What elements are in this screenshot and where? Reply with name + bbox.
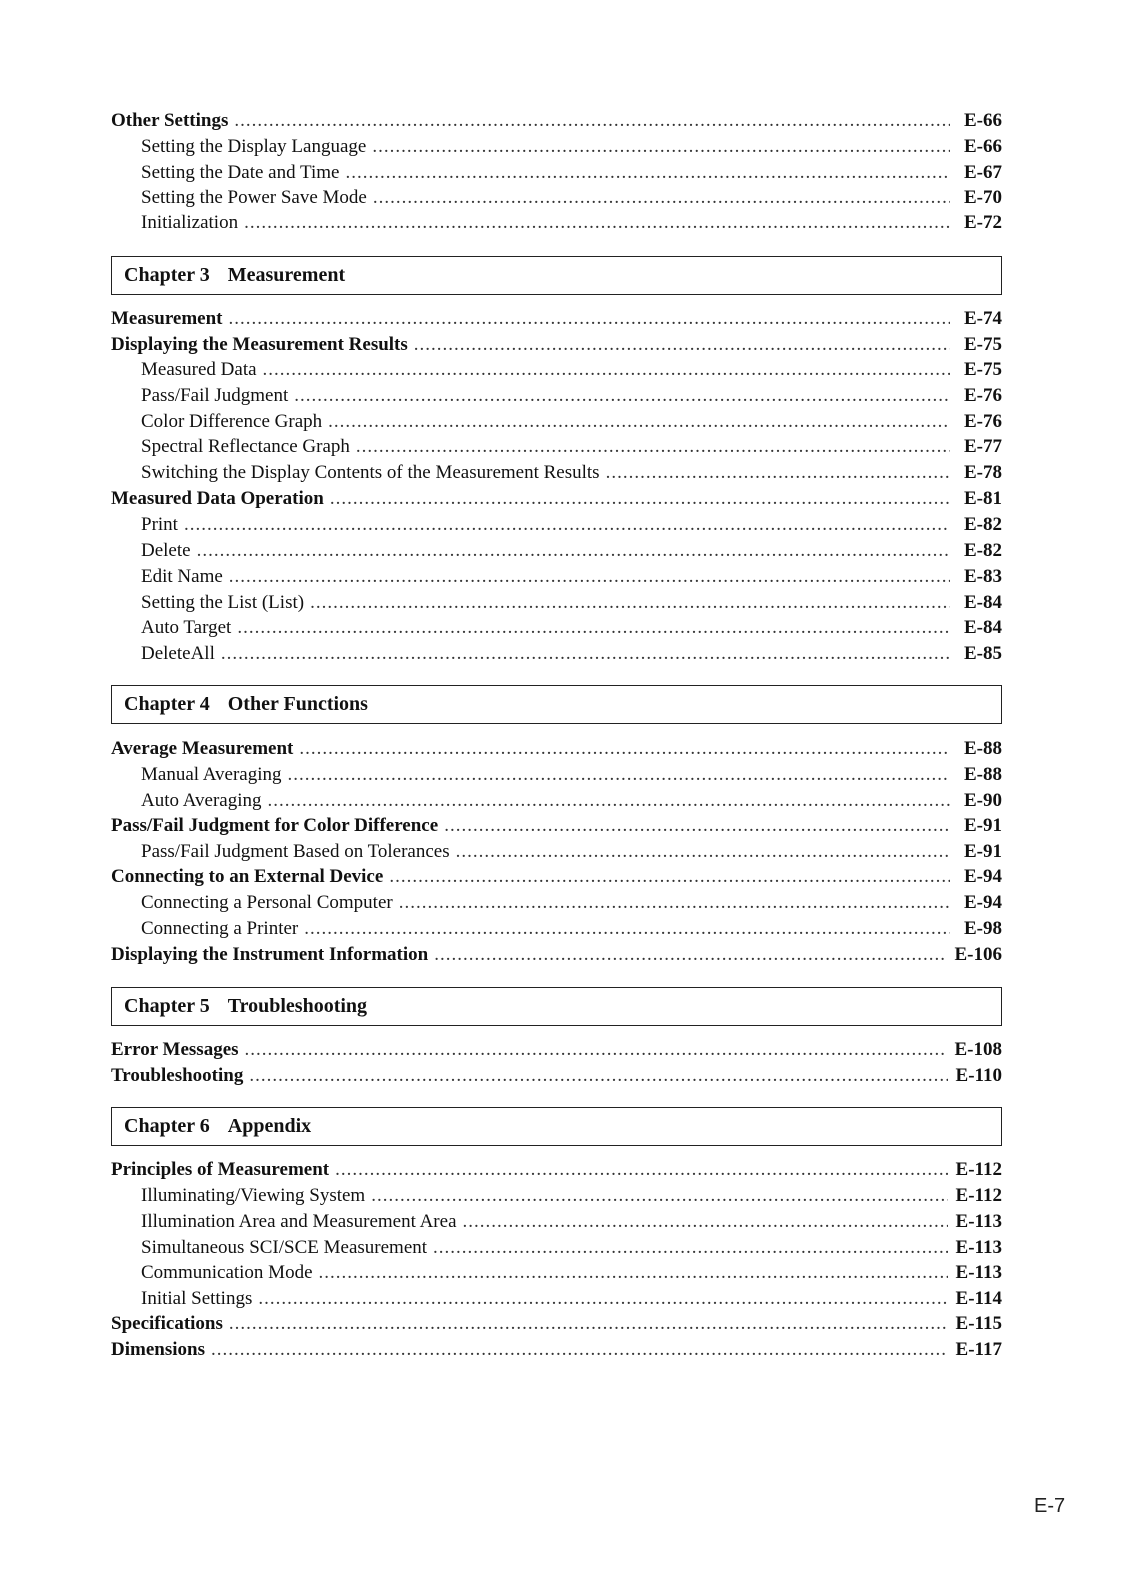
dot-leader: [288, 764, 950, 786]
dot-leader: [356, 436, 950, 458]
dot-leader: [463, 1211, 948, 1233]
dot-leader: [268, 790, 951, 812]
dot-leader: [234, 110, 950, 132]
toc-entry-page: E-78: [964, 462, 1002, 483]
dot-leader: [371, 1185, 947, 1207]
toc-entry-pass-fail-color-difference[interactable]: [111, 813, 1002, 837]
toc-entry-label: Color Difference Graph: [141, 411, 323, 432]
toc-entry-dimensions[interactable]: [111, 1337, 1002, 1361]
toc-entry-label: Pass/Fail Judgment: [141, 385, 289, 406]
dot-leader: [345, 162, 950, 184]
chapter-title: Measurement: [227, 264, 346, 286]
toc-entry-label: Error Messages: [111, 1039, 239, 1060]
toc-entry-page: E-113: [955, 1262, 1002, 1283]
toc-entry-label: Connecting to an External Device: [111, 866, 384, 887]
toc-entry-label: Setting the Date and Time: [141, 162, 340, 183]
toc-entry-label: Displaying the Instrument Information: [111, 944, 429, 965]
toc-entry-pass-fail-judgment[interactable]: [111, 383, 1002, 407]
toc-entry-troubleshooting[interactable]: [111, 1063, 1002, 1087]
toc-entry-page: E-110: [955, 1065, 1002, 1086]
toc-entry-pass-fail-tolerances[interactable]: [111, 839, 1002, 863]
toc-entry-principles-measurement[interactable]: [111, 1157, 1002, 1181]
toc-entry-page: E-106: [954, 944, 1002, 965]
toc-entry-label: Spectral Reflectance Graph: [141, 436, 350, 457]
dot-leader: [330, 488, 950, 510]
toc-entry-label: Setting the List (List): [141, 592, 305, 613]
toc-entry-other-settings[interactable]: [111, 108, 1002, 132]
toc-entry-illumination-area[interactable]: [111, 1209, 1002, 1233]
dot-leader: [606, 462, 950, 484]
toc-entry-page: E-117: [955, 1339, 1002, 1360]
toc-entry-label: Communication Mode: [141, 1262, 313, 1283]
dot-leader: [299, 738, 950, 760]
toc-entry-page: E-113: [955, 1211, 1002, 1232]
toc-entry-page: E-77: [964, 436, 1002, 457]
toc-entry-page: E-85: [964, 643, 1002, 664]
dot-leader: [414, 334, 950, 356]
toc-entry-page: E-98: [964, 918, 1002, 939]
dot-leader: [328, 411, 950, 433]
toc-entry-setting-date-time[interactable]: [111, 160, 1002, 184]
toc-entry-manual-averaging[interactable]: [111, 762, 1002, 786]
dot-leader: [294, 385, 950, 407]
toc-entry-label: Initial Settings: [141, 1288, 253, 1309]
toc-entry-auto-averaging[interactable]: [111, 788, 1002, 812]
toc-entry-page: E-84: [964, 617, 1002, 638]
toc-entry-connecting-printer[interactable]: [111, 916, 1002, 940]
toc-entry-measurement[interactable]: [111, 306, 1002, 330]
toc-entry-label: Simultaneous SCI/SCE Measurement: [141, 1237, 428, 1258]
dot-leader: [244, 212, 950, 234]
dot-leader: [372, 136, 950, 158]
toc-entry-switching-display-contents[interactable]: [111, 460, 1002, 484]
toc-entry-label: Illuminating/Viewing System: [141, 1185, 366, 1206]
toc-entry-measured-data[interactable]: [111, 357, 1002, 381]
toc-entry-label: Measured Data Operation: [111, 488, 324, 509]
toc-entry-label: Print: [141, 514, 178, 535]
dot-leader: [456, 841, 950, 863]
dot-leader: [319, 1262, 948, 1284]
page-number: E-7: [1034, 1495, 1066, 1517]
toc-entry-specifications[interactable]: [111, 1311, 1002, 1335]
chapter-heading-3: [111, 256, 1002, 295]
dot-leader: [245, 1039, 947, 1061]
toc-entry-page: E-88: [964, 764, 1002, 785]
toc-entry-page: E-94: [964, 866, 1002, 887]
toc-entry-label: Other Settings: [111, 110, 229, 131]
toc-entry-page: E-83: [964, 566, 1002, 587]
toc-entry-page: E-113: [955, 1237, 1002, 1258]
toc-entry-label: Measured Data: [141, 359, 257, 380]
toc-entry-label: Connecting a Printer: [141, 918, 299, 939]
toc-entry-edit-name[interactable]: [111, 564, 1002, 588]
toc-entry-label: Troubleshooting: [111, 1065, 244, 1086]
chapter-heading-5: [111, 987, 1002, 1026]
chapter-title: Appendix: [227, 1115, 312, 1137]
dot-leader: [444, 815, 950, 837]
dot-leader: [197, 540, 950, 562]
toc-entry-instrument-information[interactable]: [111, 942, 1002, 966]
toc-entry-page: E-90: [964, 790, 1002, 811]
toc-entry-delete-all[interactable]: [111, 641, 1002, 665]
toc-entry-label: Average Measurement: [111, 738, 294, 759]
toc-entry-auto-target[interactable]: [111, 615, 1002, 639]
toc-entry-page: E-94: [964, 892, 1002, 913]
dot-leader: [184, 514, 950, 536]
toc-entry-page: E-112: [955, 1159, 1002, 1180]
toc-entry-page: E-108: [954, 1039, 1002, 1060]
toc-entry-delete[interactable]: [111, 538, 1002, 562]
toc-entry-page: E-75: [964, 334, 1002, 355]
chapter-number: Chapter 4: [124, 693, 210, 715]
toc-entry-label: Auto Target: [141, 617, 232, 638]
toc-entry-page: E-75: [964, 359, 1002, 380]
toc-entry-page: E-70: [964, 187, 1002, 208]
toc-entry-label: Principles of Measurement: [111, 1159, 330, 1180]
toc-entry-spectral-reflectance-graph[interactable]: [111, 434, 1002, 458]
dot-leader: [211, 1339, 948, 1361]
chapter-heading-6: [111, 1107, 1002, 1146]
toc-entry-displaying-results[interactable]: [111, 332, 1002, 356]
toc-entry-label: Displaying the Measurement Results: [111, 334, 408, 355]
chapter-title: Other Functions: [227, 693, 368, 715]
toc-entry-label: Pass/Fail Judgment Based on Tolerances: [141, 841, 450, 862]
toc-entry-connecting-external-device[interactable]: [111, 864, 1002, 888]
toc-entry-label: Edit Name: [141, 566, 223, 587]
toc-entry-page: E-74: [964, 308, 1002, 329]
dot-leader: [229, 308, 950, 330]
toc-entry-label: DeleteAll: [141, 643, 215, 664]
toc-entry-label: Connecting a Personal Computer: [141, 892, 393, 913]
chapter-title: Troubleshooting: [227, 995, 368, 1017]
toc-entry-initial-settings[interactable]: [111, 1286, 1002, 1310]
toc-entry-initialization[interactable]: [111, 210, 1002, 234]
toc-entry-label: Measurement: [111, 308, 223, 329]
toc-entry-error-messages[interactable]: [111, 1037, 1002, 1061]
toc-entry-label: Initialization: [141, 212, 239, 233]
toc-entry-page: E-82: [964, 514, 1002, 535]
chapter-heading-4: [111, 685, 1002, 724]
dot-leader: [389, 866, 950, 888]
toc-entry-label: Setting the Display Language: [141, 136, 367, 157]
toc-entry-simultaneous-sci-sce[interactable]: [111, 1235, 1002, 1259]
toc-entry-illuminating-viewing-system[interactable]: [111, 1183, 1002, 1207]
toc-entry-page: E-67: [964, 162, 1002, 183]
toc-entry-connecting-pc[interactable]: [111, 890, 1002, 914]
dot-leader: [237, 617, 950, 639]
toc-entry-label: Illumination Area and Measurement Area: [141, 1211, 457, 1232]
chapter-number: Chapter 5: [124, 995, 210, 1017]
toc-entry-communication-mode[interactable]: [111, 1260, 1002, 1284]
dot-leader: [229, 1313, 948, 1335]
dot-leader: [310, 592, 950, 614]
toc-entry-label: Specifications: [111, 1313, 223, 1334]
toc-entry-page: E-91: [964, 841, 1002, 862]
toc-entry-page: E-115: [955, 1313, 1002, 1334]
dot-leader: [263, 359, 950, 381]
toc-entry-label: Setting the Power Save Mode: [141, 187, 367, 208]
chapter-number: Chapter 3: [124, 264, 210, 286]
toc-entry-page: E-114: [955, 1288, 1002, 1309]
toc-entry-page: E-66: [964, 110, 1002, 131]
toc-entry-page: E-72: [964, 212, 1002, 233]
dot-leader: [335, 1159, 947, 1181]
dot-leader: [433, 1237, 948, 1259]
toc-entry-setting-list[interactable]: [111, 590, 1002, 614]
toc-entry-page: E-91: [964, 815, 1002, 836]
dot-leader: [229, 566, 950, 588]
toc-entry-page: E-82: [964, 540, 1002, 561]
toc-entry-average-measurement[interactable]: [111, 736, 1002, 760]
toc-entry-label: Manual Averaging: [141, 764, 282, 785]
toc-entry-label: Pass/Fail Judgment for Color Difference: [111, 815, 439, 836]
toc-entry-label: Auto Averaging: [141, 790, 262, 811]
toc-entry-setting-power-save-mode[interactable]: [111, 185, 1002, 209]
toc-entry-label: Delete: [141, 540, 191, 561]
dot-leader: [249, 1065, 947, 1087]
toc-entry-page: E-66: [964, 136, 1002, 157]
toc-entry-setting-display-language[interactable]: [111, 134, 1002, 158]
dot-leader: [373, 187, 950, 209]
toc-entry-measured-data-operation[interactable]: [111, 486, 1002, 510]
toc-entry-page: E-81: [964, 488, 1002, 509]
dot-leader: [399, 892, 950, 914]
toc-entry-page: E-84: [964, 592, 1002, 613]
toc-entry-page: E-88: [964, 738, 1002, 759]
toc-entry-print[interactable]: [111, 512, 1002, 536]
toc-entry-label: Dimensions: [111, 1339, 205, 1360]
dot-leader: [434, 944, 946, 966]
dot-leader: [304, 918, 950, 940]
toc-entry-color-difference-graph[interactable]: [111, 409, 1002, 433]
toc-entry-page: E-112: [955, 1185, 1002, 1206]
toc-entry-page: E-76: [964, 385, 1002, 406]
toc-entry-label: Switching the Display Contents of the Measurement Results: [141, 462, 600, 483]
dot-leader: [258, 1288, 947, 1310]
toc-entry-page: E-76: [964, 411, 1002, 432]
chapter-number: Chapter 6: [124, 1115, 210, 1137]
dot-leader: [221, 643, 950, 665]
